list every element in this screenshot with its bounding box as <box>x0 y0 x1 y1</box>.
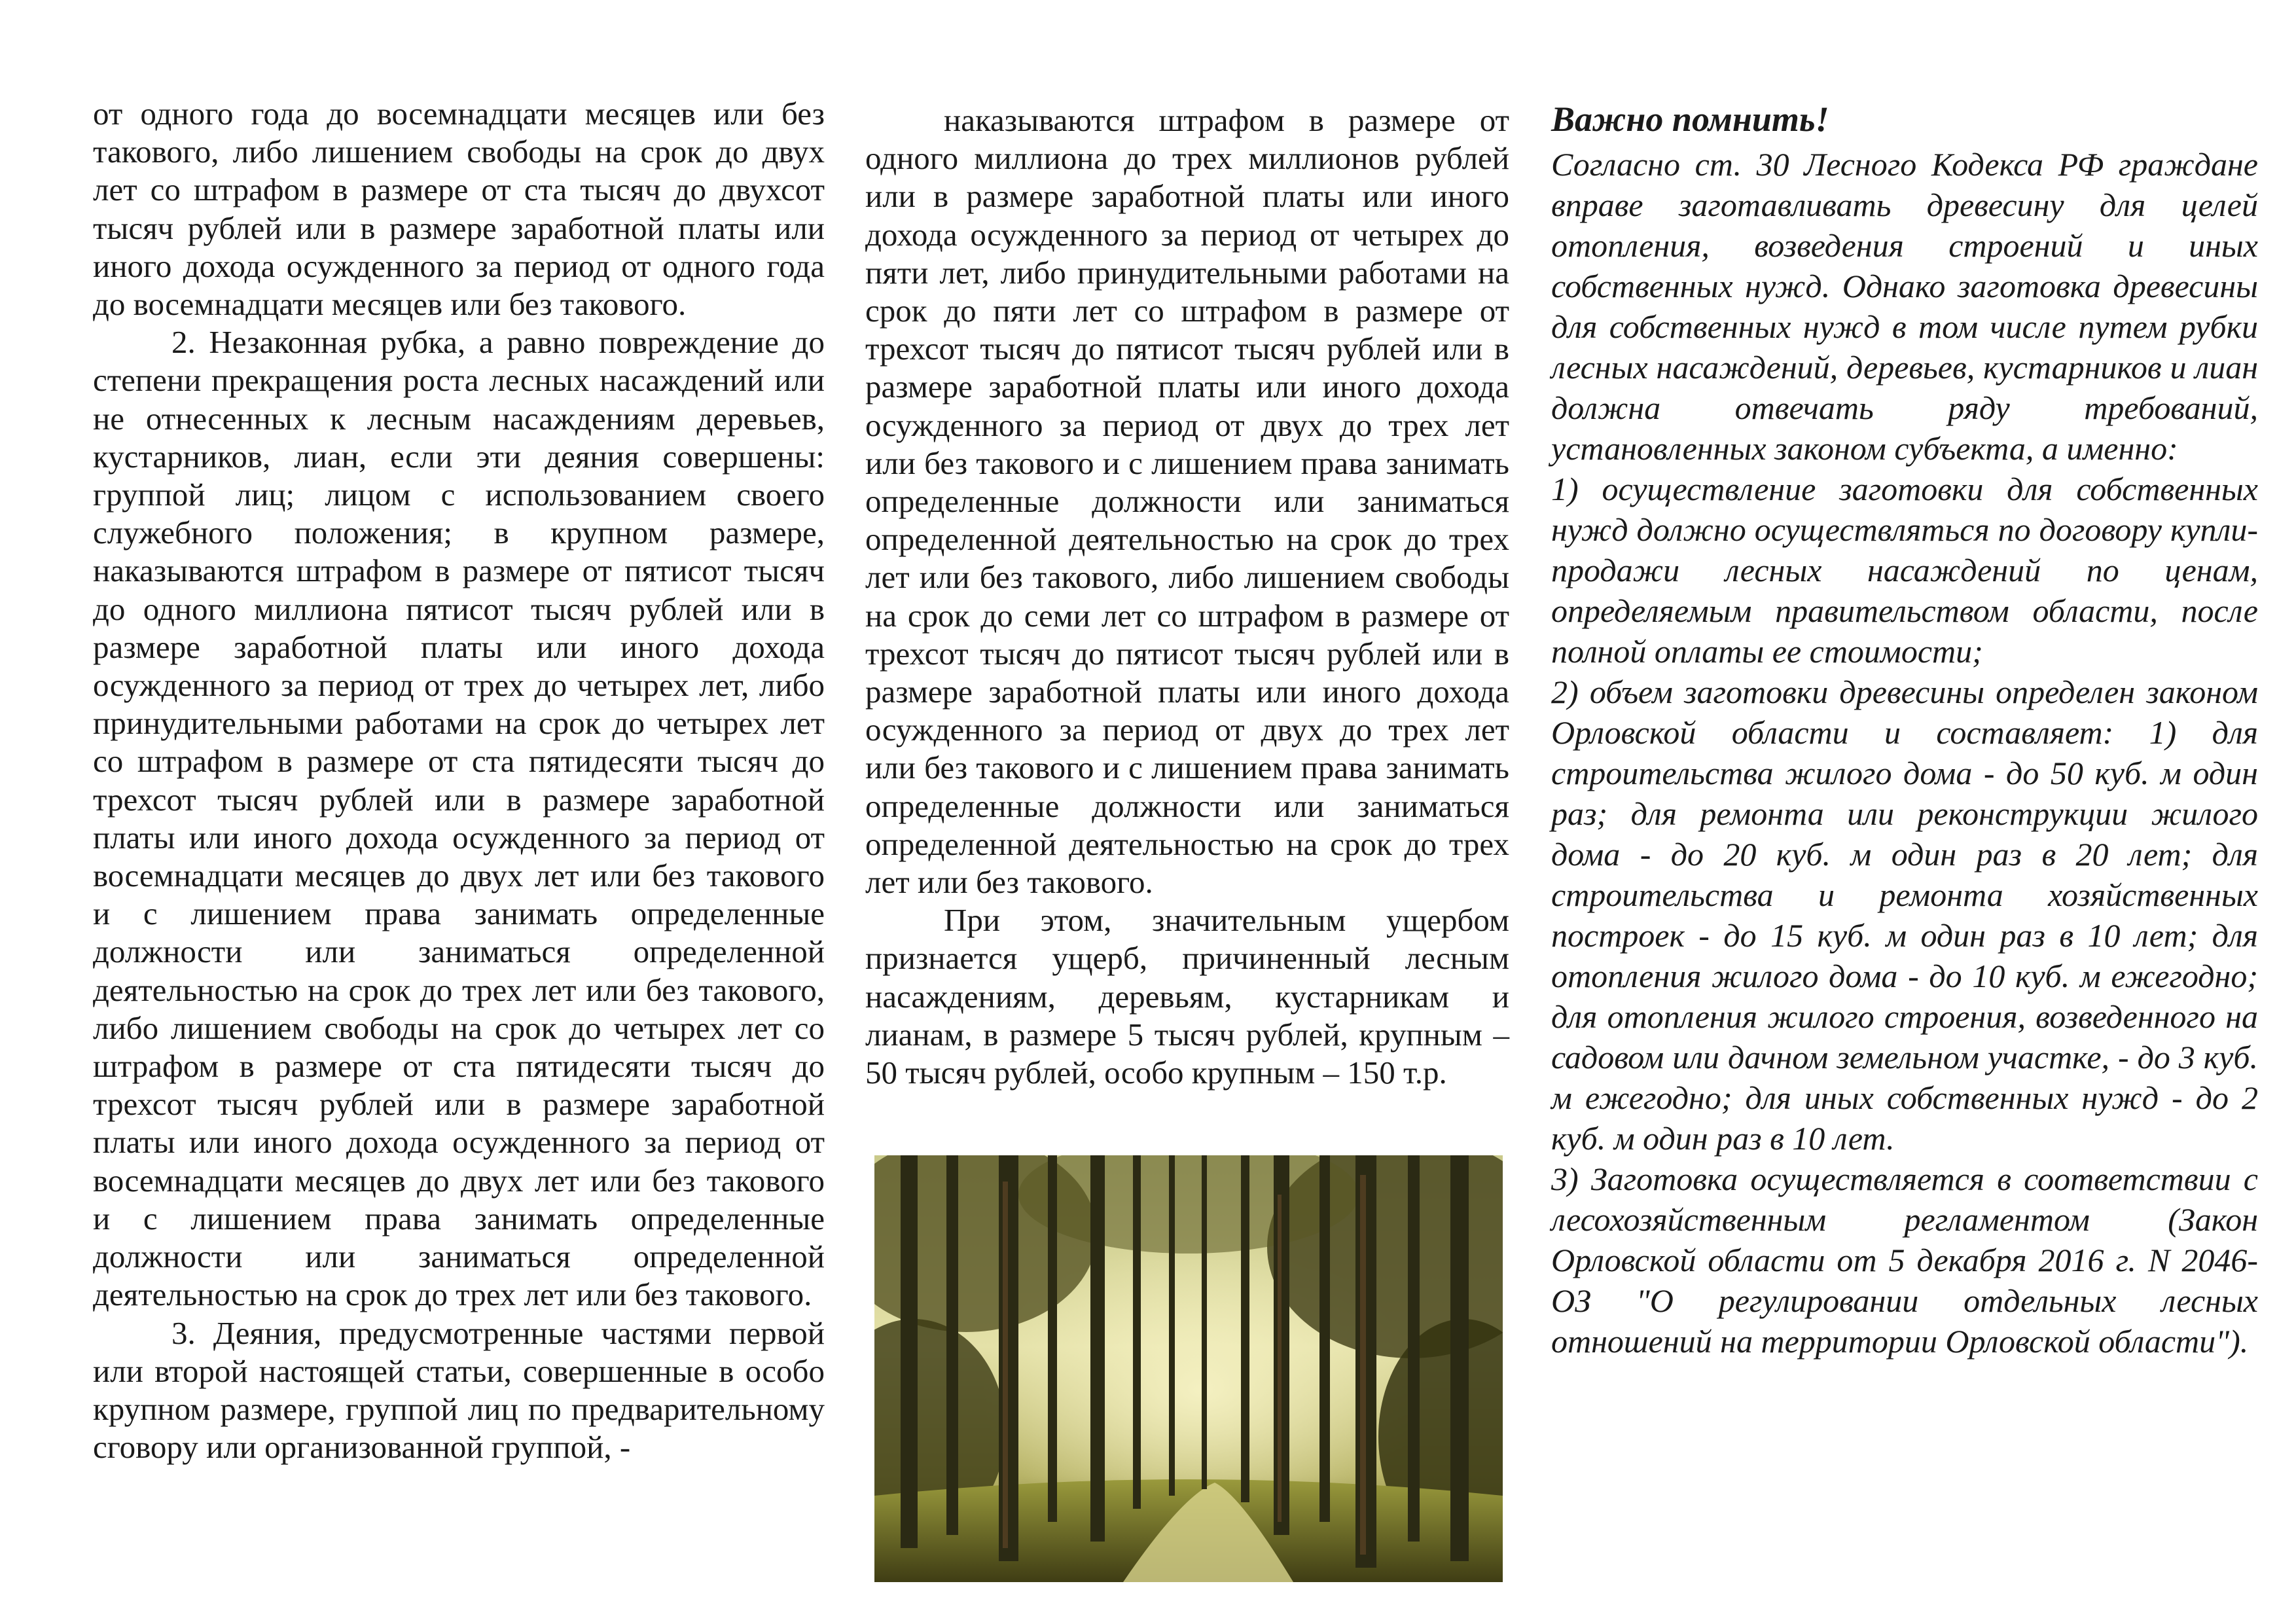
paragraph-part3-penalty: наказываются штрафом в размере от одного миллиона до трех миллионов рублей или в размере заработной платы или иного дохода осужденного за период от четырех до пяти лет, либо принудительными работами на срок до пяти лет со штрафом в размере от трехсот тысяч до пятисот тысяч рублей или в размере заработной платы или иного дохода осужденного за период от двух до трех лет или без такового и с лишением права занимать определенные должности или заниматься определенной деятельностью на срок до трех лет или без такового, либо лишением свободы на срок до семи лет со штрафом в размере от трехсот тысяч до пятисот тысяч рублей или в размере заработной платы или иного дохода осужденного за период от двух до трех лет или без такового и с лишением права занимать определенные должности или заниматься определенной деятельностью на срок до трех лет или без такового. <box>865 102 1509 901</box>
list-item-1: 1) осуществление заготовки для собственных нужд должно осуществляться по договору купли-продажи лесных насаждений по ценам, определяемым правительством области, после полной оплаты ее стоимости; <box>1551 471 2258 670</box>
column-1 <box>93 95 825 1466</box>
column-3 <box>1551 98 2258 1362</box>
paragraph-part3: 3. Деяния, предусмотренные частями первой или второй настоящей статьи, совершенные в особо крупном размере, группой лиц по предварительному сговору или организованной группой, - <box>93 1314 825 1466</box>
paragraph-forest-code: Согласно ст. 30 Лесного Кодекса РФ граждане вправе заготавливать древесину для целей отопления, возведения строений и иных собственных нужд. Однако заготовка древесины для собственных нужд в том числе путем рубки лесных насаждений, деревьев, кустарников и лиан должна отвечать ряду требований, установленных законом субъекта, а именно: <box>1551 146 2258 467</box>
list-item-2: 2) объем заготовки древесины определен законом Орловской области и составляет: 1) для строительства жилого дома - до 50 куб. м один раз; для ремонта или реконструкции жилого дома - до 20 куб. м один раз в 20 лет; для строительства и ремонта хозяйственных построек - до 15 куб. м один раз в 10 лет; для отопления жилого дома - до 10 куб. м ежегодно; для отопления жилого строения, возведенного на садовом или дачном земельном участке, - до 3 куб. м ежегодно; для иных собственных нужд - до 2 куб. м один раз в 10 лет. <box>1551 674 2258 1157</box>
forest-illustration <box>874 1155 1503 1582</box>
column-2 <box>865 101 1509 1092</box>
paragraph-penalty-part1-end: от одного года до восемнадцати месяцев или без такового, либо лишением свободы на срок до двух лет со штрафом в размере от ста тысяч до двухсот тысяч рублей или в размере заработной платы или иного дохода осужденного за период от одного года до восемнадцати месяцев или без такового. <box>93 96 825 323</box>
list-item-3: 3) Заготовка осуществляется в соответствии с лесохозяйственным регламентом (Закон Орловской области от 5 декабря 2016 г. N 2046-ОЗ "О регулировании отдельных лесных отношений на территории Орловской области"). <box>1551 1161 2258 1360</box>
paragraph-part2: 2. Незаконная рубка, а равно повреждение до степени прекращения роста лесных насаждений или не отнесенных к лесным насаждениям деревьев, кустарников, лиан, если эти деяния совершены: группой лиц; лицом с использованием своего служебного положения; в крупном размере, наказываются штрафом в размере от пятисот тысяч до одного миллиона пятисот тысяч рублей или в размере заработной платы или иного дохода осужденного за период от трех до четырех лет, либо принудительными работами на срок до четырех лет со штрафом в размере от ста пятидесяти тысяч до трехсот тысяч рублей или в размере заработной платы или иного дохода осужденного за период от восемнадцати месяцев до двух лет или без такового и с лишением права занимать определенные должности или заниматься определенной деятельностью на срок до трех лет или без такового, либо лишением свободы на срок до четырех лет со штрафом в размере от ста пятидесяти тысяч до трехсот тысяч рублей или в размере заработной платы или иного дохода осужденного за период от восемнадцати месяцев до двух лет или без такового и с лишением права занимать определенные должности или заниматься определенной деятельностью на срок до трех лет или без такового. <box>93 324 825 1313</box>
paragraph-damage-definition: При этом, значительным ущербом признается ущерб, причиненный лесным насаждениям, деревьям, кустарникам и лианам, в размере 5 тысяч рублей, крупным – 50 тысяч рублей, особо крупным – 150 т.р. <box>865 902 1509 1091</box>
important-heading: Важно помнить! <box>1551 99 1829 139</box>
